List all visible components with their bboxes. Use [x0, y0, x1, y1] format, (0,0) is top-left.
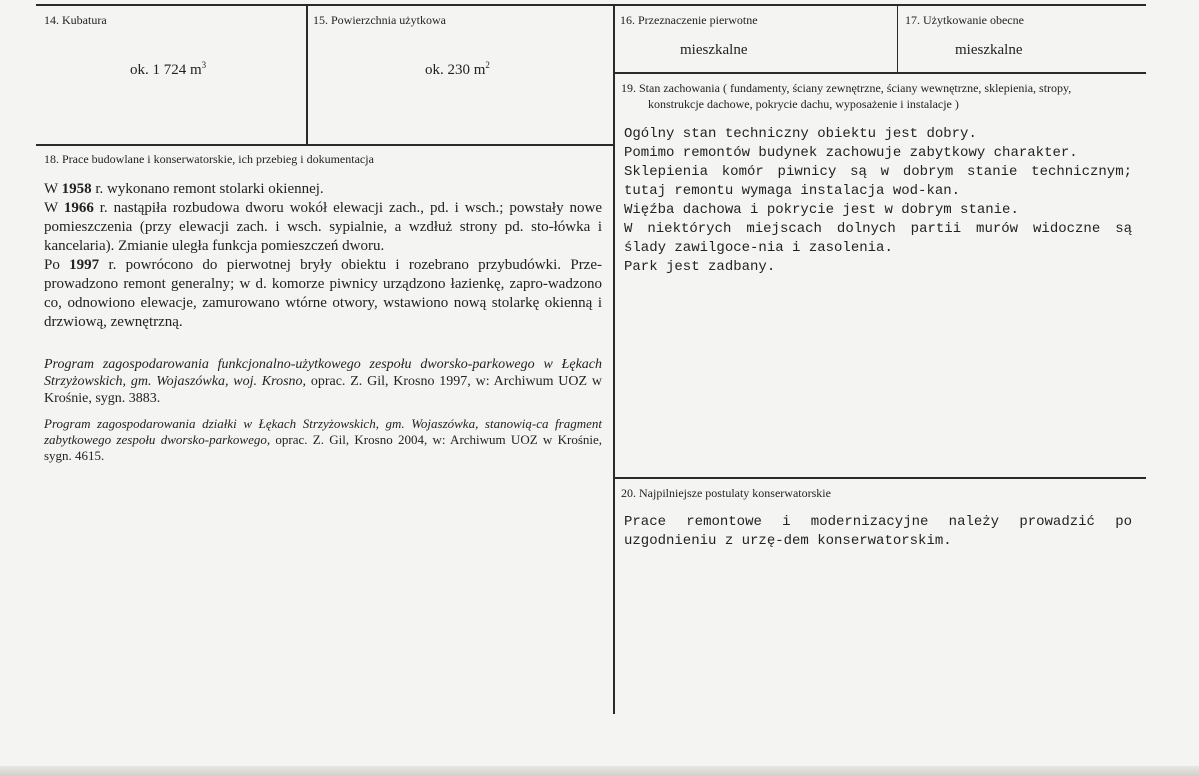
kubatura-label: 14. Kubatura [44, 13, 107, 27]
divider-h-right-top [614, 72, 1146, 74]
prace-paragraph-1958: W 1958 r. wykonano remont stolarki okiennej. [44, 181, 324, 197]
prace-paragraph-1966: W 1966 r. nastąpiła rozbudowa dworu wokół elewacji zach., pd. i wsch.; powstały nowe pomieszczenia (przy elewacji zach. i wsch. sypialnie, a wzdłuż strony pd. sto-łówka i kancelaria). Zmianie uległa funkcja pomieszczeń dworu. [44, 200, 602, 254]
stan-line: Sklepienia komór piwnicy są w dobrym stanie technicznym; tutaj remontu wymaga instalacja wod-kan. [624, 164, 1132, 199]
stan-line: Park jest zadbany. [624, 259, 776, 275]
top-border [36, 4, 1146, 6]
postulaty-label: 20. Najpilniejsze postulaty konserwatorskie [621, 486, 831, 500]
uzytkowanie-value: mieszkalne [955, 42, 1023, 58]
divider-v2 [613, 4, 615, 714]
page-bottom-shadow [0, 766, 1199, 776]
divider-h-right-mid [614, 477, 1146, 479]
uzytkowanie-label: 17. Użytkowanie obecne [905, 13, 1024, 27]
stan-text [624, 125, 1132, 277]
kubatura-value: ok. 1 724 $m^3$ [130, 60, 207, 78]
przeznaczenie-label: 16. Przeznaczenie pierwotne [620, 13, 758, 27]
prace-text [44, 180, 602, 332]
divider-v1 [306, 4, 308, 144]
prace-paragraph-1997: Po 1997 r. powrócono do pierwotnej bryły obiektu i rozebrano przybudówki. Prze-prowadzono remont generalny; w d. komorze piwnicy urządzono łazienkę, zapro-wadzono co, odnowiono elewacje, zamurowano wtórne otwory, wstawiono nową stolarkę okienną i drzwiową, zewnętrzną. [44, 257, 602, 330]
powierzchnia-value: ok. 230 $m^2$ [425, 60, 490, 78]
postulaty-text: Prace remontowe i modernizacyjne należy prowadzić po uzgodnieniu z urzę-dem konserwatorskim. [624, 514, 1132, 549]
stan-label-line2: konstrukcje dachowe, pokrycie dachu, wyposażenie i instalacje ) [648, 97, 959, 111]
stan-line: Ogólny stan techniczny obiektu jest dobry. [624, 126, 977, 142]
stan-label-line1: 19. Stan zachowania ( fundamenty, ściany zewnętrzne, ściany wewnętrzne, sklepienia, stropy, [621, 81, 1072, 95]
reference-1: Program zagospodarowania funkcjonalno-użytkowego zespołu dworsko-parkowego w Łękach Strzyżowskich, gm. Wojaszówka, woj. Krosno, oprac. Z. Gil, Krosno 1997, w: Archiwum UOZ w Krośnie, sygn. 3883. [44, 357, 602, 406]
divider-h-left [36, 144, 614, 146]
reference-2: Program zagospodarowania działki w Łękach Strzyżowskich, gm. Wojaszówka, stanowią-ca fragment zabytkowego zespołu dworsko-parkowego, oprac. Z. Gil, Krosno 2004, w: Archiwum UOZ w Krośnie, sygn. 4615. [44, 416, 603, 463]
divider-v3 [897, 4, 898, 72]
stan-line: Więźba dachowa i pokrycie jest w dobrym stanie. [624, 202, 1019, 218]
powierzchnia-label: 15. Powierzchnia użytkowa [313, 13, 446, 27]
prace-label: 18. Prace budowlane i konserwatorskie, ich przebieg i dokumentacja [44, 152, 374, 166]
przeznaczenie-value: mieszkalne [680, 42, 748, 58]
stan-line: Pomimo remontów budynek zachowuje zabytkowy charakter. [624, 145, 1078, 161]
stan-line: W niektórych miejscach dolnych partii murów widoczne są ślady zawilgoce-nia i zasolenia. [624, 221, 1132, 256]
